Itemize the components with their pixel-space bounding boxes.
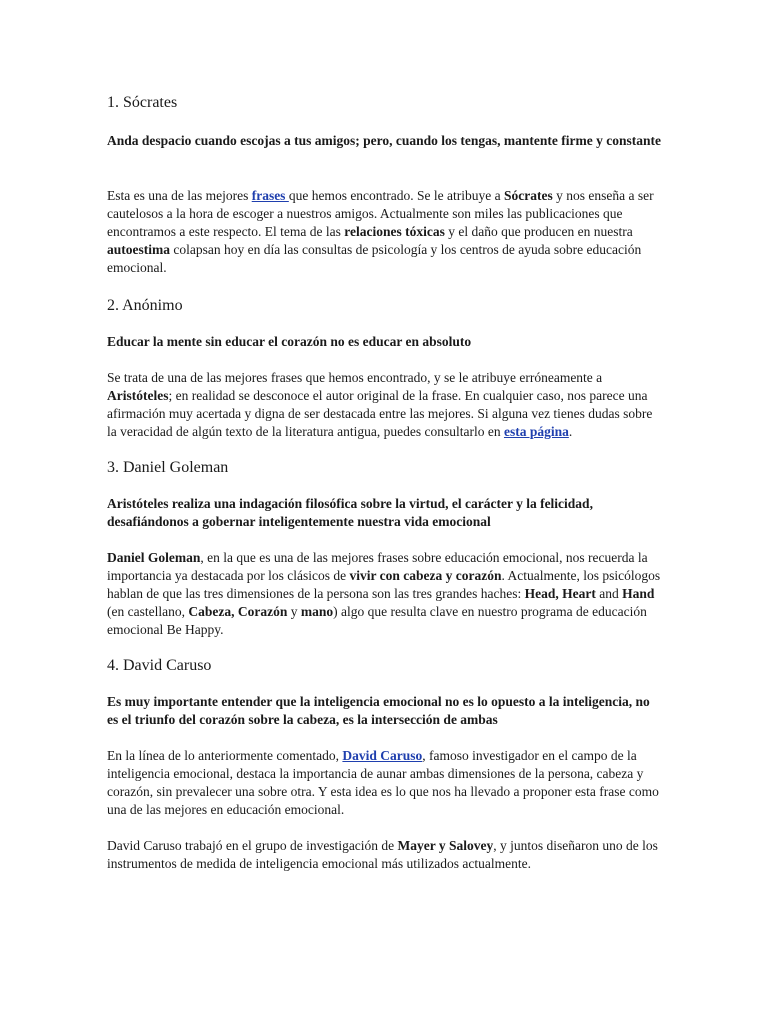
quote-socrates: Anda despacio cuando escojas a tus amigos; pero, cuando los tengas, mantente firme y constante — [107, 133, 662, 148]
quote-caruso: Es muy importante entender que la inteligencia emocional no es lo opuesto a la inteligencia, no es el triunfo del corazón sobre la cabeza, es la intersección de ambas — [107, 694, 650, 727]
quote-anonimo: Educar la mente sin educar el corazón no es educar en absoluto — [107, 334, 472, 349]
document-content — [107, 93, 662, 873]
esta-pagina-link[interactable]: esta página — [503, 424, 569, 439]
david-caruso-link[interactable]: David Caruso — [342, 748, 423, 763]
paragraph-caruso-1: En la línea de lo anteriormente comentado, David Caruso, famoso investigador en el campo de la inteligencia emocional, destaca la importancia de aunar ambas dimensiones de la persona, cabeza y corazón, sin prevalecer una sobre otra. Y esta idea es lo que nos ha llevado a proponer esta frase como una de las mejores en educación emocional. — [107, 748, 659, 817]
section-heading-anonimo: 2. Anónimo — [107, 297, 183, 314]
frases-link[interactable]: frases — [251, 188, 289, 203]
section-heading-goleman: 3. Daniel Goleman — [107, 459, 229, 476]
paragraph-anonimo: Se trata de una de las mejores frases que hemos encontrado, y se le atribuye erróneamente a Aristóteles; en realidad se desconoce el autor original de la frase. En cualquier caso, nos parece una afirmación muy acertada y digna de ser destacada entre las mejores. Si alguna vez tienes dudas sobre la veracidad de algún texto de la literatura antigua, puedes consultarlo en esta página. — [107, 370, 653, 439]
paragraph-socrates: Esta es una de las mejores frases que hemos encontrado. Se le atribuye a Sócrates y nos enseña a ser cautelosos a la hora de escoger a nuestros amigos. Actualmente son miles las publicaciones que encontramos a este respecto. El tema de las relaciones tóxicas y el daño que producen en nuestra autoestima colapsan hoy en día las consultas de psicología y los centros de ayuda sobre educación emocional. — [107, 188, 654, 275]
section-heading-socrates: 1. Sócrates — [107, 94, 178, 111]
quote-goleman: Aristóteles realiza una indagación filosófica sobre la virtud, el carácter y la felicidad, desafiándonos a gobernar inteligentemente nuestra vida emocional — [107, 496, 593, 529]
paragraph-caruso-2: David Caruso trabajó en el grupo de investigación de Mayer y Salovey, y juntos diseñaron uno de los instrumentos de medida de inteligencia emocional más utilizados actualmente. — [107, 838, 658, 871]
section-heading-caruso: 4. David Caruso — [107, 657, 212, 674]
paragraph-goleman: Daniel Goleman, en la que es una de las mejores frases sobre educación emocional, nos recuerda la importancia ya destacada por los clásicos de vivir con cabeza y corazón. Actualmente, los psicólogos hablan de que las tres dimensiones de la persona son las tres grandes haches: Head, Heart and Hand (en castellano, Cabeza, Corazón y mano) algo que resulta clave en nuestro programa de educación emocional Be Happy. — [107, 550, 661, 637]
